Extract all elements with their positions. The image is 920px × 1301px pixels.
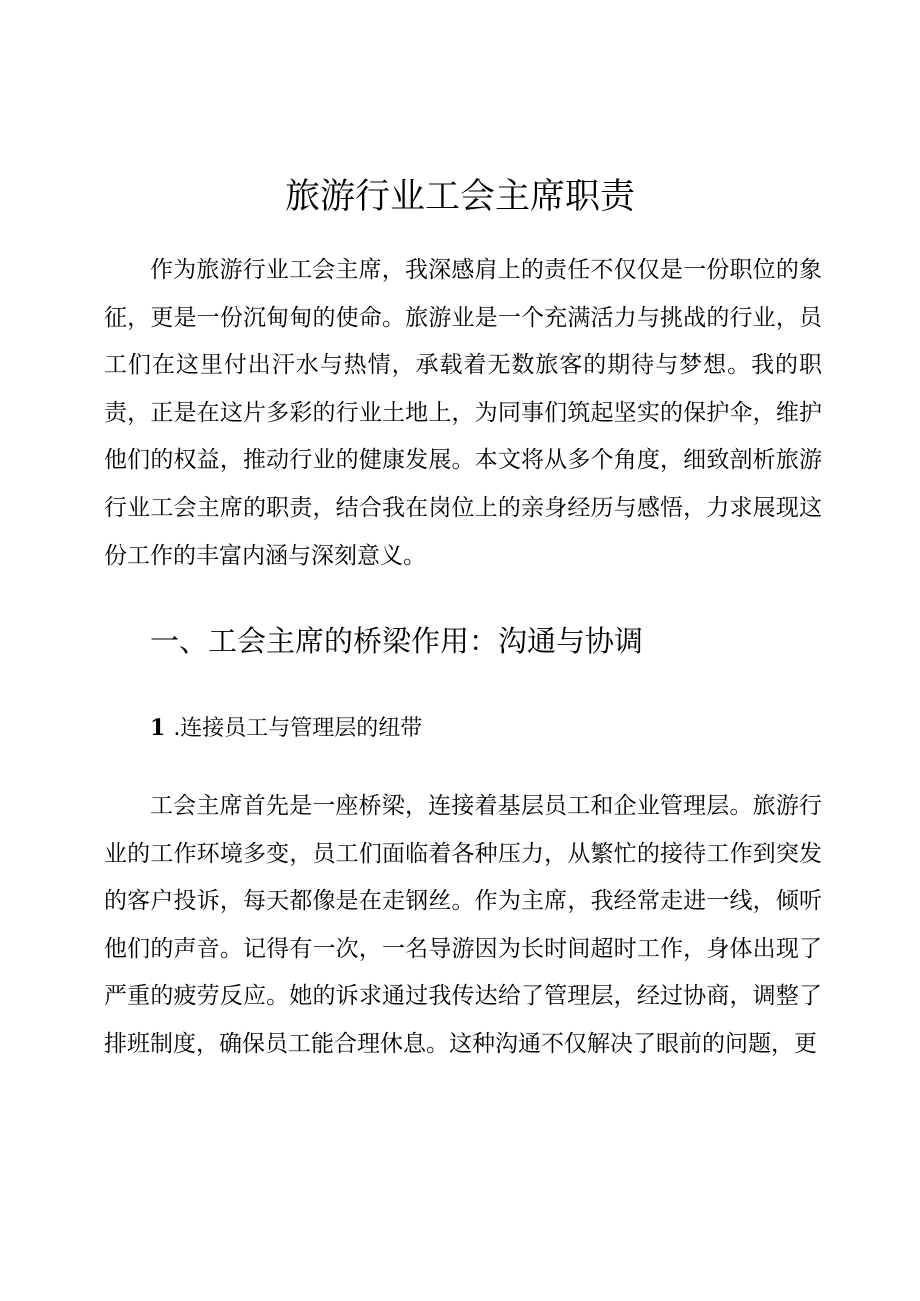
document-title: 旅游行业工会主席职责 [284,177,635,217]
subsection-heading [150,710,422,747]
section-heading: 一、工会主席的桥梁作用：沟通与协调 [150,624,644,658]
subsection-title: .连接员工与管理层的纽带 [173,716,423,741]
subsection-number: 1 [150,715,166,741]
body-paragraph: 工会主席首先是一座桥梁，连接着基层员工和企业管理层。旅游行业的工作环境多变，员工们面临着各种压力，从繁忙的接待工作到突发的客户投诉，每天都像是在走钢丝。作为主席，我经常走进一线，倾听他们的声音。记得有一次，一名导游因为长时间超时工作，身体出现了严重的疲劳反应。她的诉求通过我传达给了管理层，经过协商，调整了排班制度，确保员工能合理休息。这种沟通不仅解决了眼前的问题，更 [104,793,822,1057]
intro-paragraph: 作为旅游行业工会主席，我深感肩上的责任不仅仅是一份职位的象征，更是一份沉甸甸的使命。旅游业是一个充满活力与挑战的行业，员工们在这里付出汗水与热情，承载着无数旅客的期待与梦想。我的职责，正是在这片多彩的行业土地上，为同事们筑起坚实的保护伞，维护他们的权益，推动行业的健康发展。本文将从多个角度，细致剖析旅游行业工会主席的职责，结合我在岗位上的亲身经历与感悟，力求展现这份工作的丰富内涵与深刻意义。 [104,257,822,569]
